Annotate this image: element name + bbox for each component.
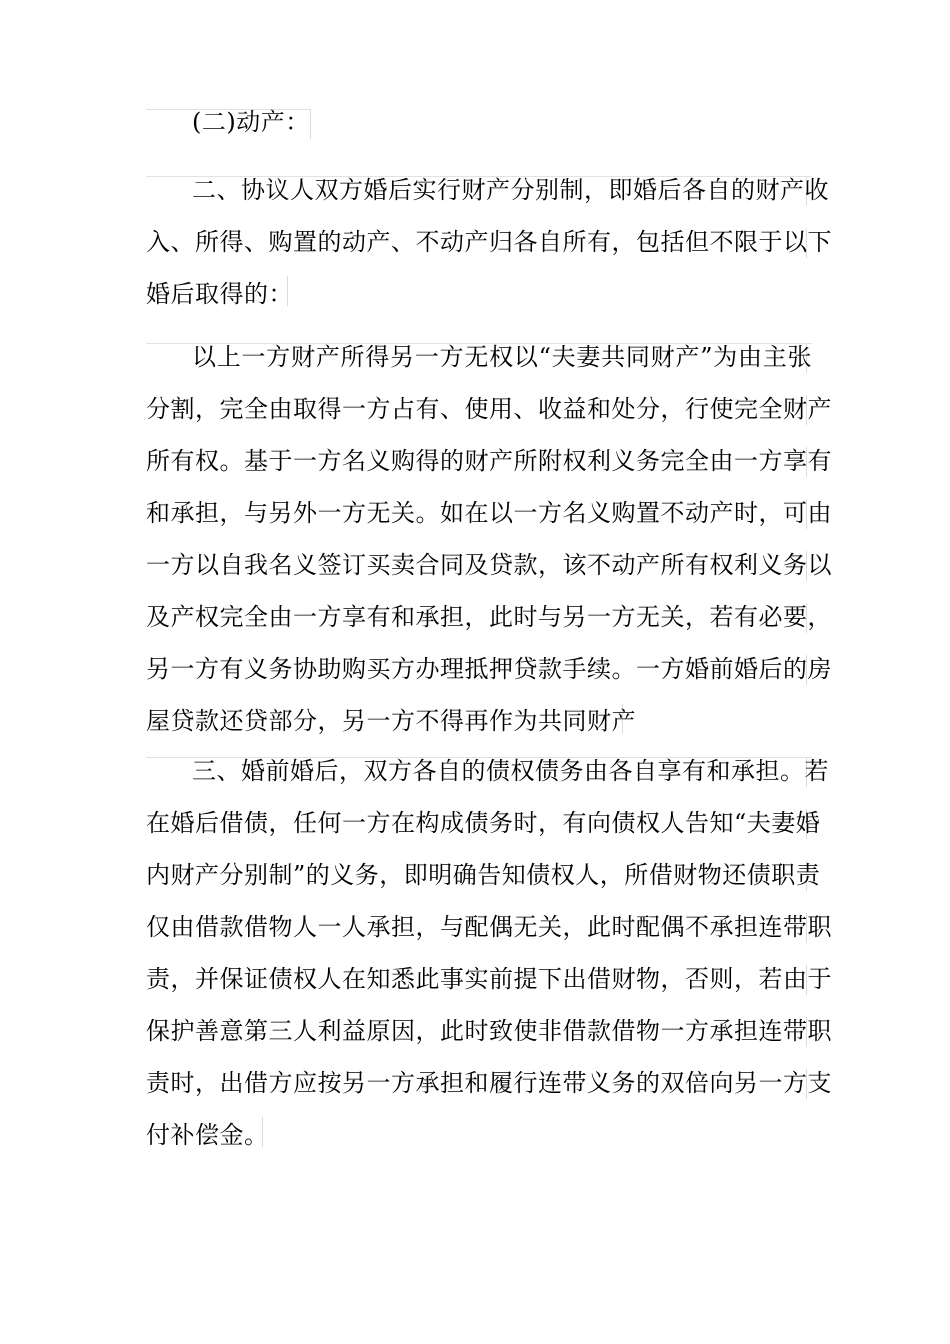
paragraph-line: 二、协议人双方婚后实行财产分别制，即婚后各自的财产收 — [192, 176, 829, 204]
paragraph-line: 一方以自我名义签订买卖合同及贷款，该不动产所有权利义务以 — [146, 551, 832, 579]
movable-property-heading — [146, 96, 812, 148]
paragraph-line: 在婚后借债，任何一方在构成债务时，有向债权人告知“夫妻婚 — [146, 809, 821, 837]
paragraph-line: 婚后取得的： — [146, 280, 293, 308]
paragraph-line: 所有权。基于一方名义购得的财产所附权利义务完全由一方享有 — [146, 447, 832, 475]
clause-three-paragraph — [146, 745, 832, 1161]
paragraph-line: 屋贷款还贷部分，另一方不得再作为共同财产 — [146, 707, 636, 735]
paragraph-line: 内财产分别制”的义务，即明确告知债权人，所借财物还债职责 — [146, 861, 821, 889]
paragraph-line: 三、婚前婚后，双方各自的债权债务由各自享有和承担。若 — [192, 757, 829, 785]
paragraph-line: 付补偿金。 — [146, 1121, 269, 1149]
paragraph-line: 责，并保证债权人在知悉此事实前提下出借财物，否则，若由于 — [146, 965, 832, 993]
paragraph-line: 以上一方财产所得另一方无权以“夫妻共同财产”为由主张 — [192, 343, 812, 371]
heading-line: (二)动产： — [192, 108, 310, 136]
clause-two-paragraph — [146, 164, 832, 320]
paragraph-line: 保护善意第三人利益原因，此时致使非借款借物一方承担连带职 — [146, 1017, 832, 1045]
paragraph-line: 责时，出借方应按另一方承担和履行连带义务的双倍向另一方支 — [146, 1069, 832, 1097]
paragraph-line: 分割，完全由取得一方占有、使用、收益和处分，行使完全财产 — [146, 395, 832, 423]
paragraph-line: 入、所得、购置的动产、不动产归各自所有，包括但不限于以下 — [146, 228, 832, 256]
paragraph-line: 和承担，与另外一方无关。如在以一方名义购置不动产时，可由 — [146, 499, 832, 527]
paragraph-line: 另一方有义务协助购买方办理抵押贷款手续。一方婚前婚后的房 — [146, 655, 832, 683]
paragraph-line: 仅由借款借物人一人承担，与配偶无关，此时配偶不承担连带职 — [146, 913, 832, 941]
separate-property-paragraph — [146, 331, 832, 747]
paragraph-line: 及产权完全由一方享有和承担，此时与另一方无关，若有必要， — [146, 603, 832, 631]
